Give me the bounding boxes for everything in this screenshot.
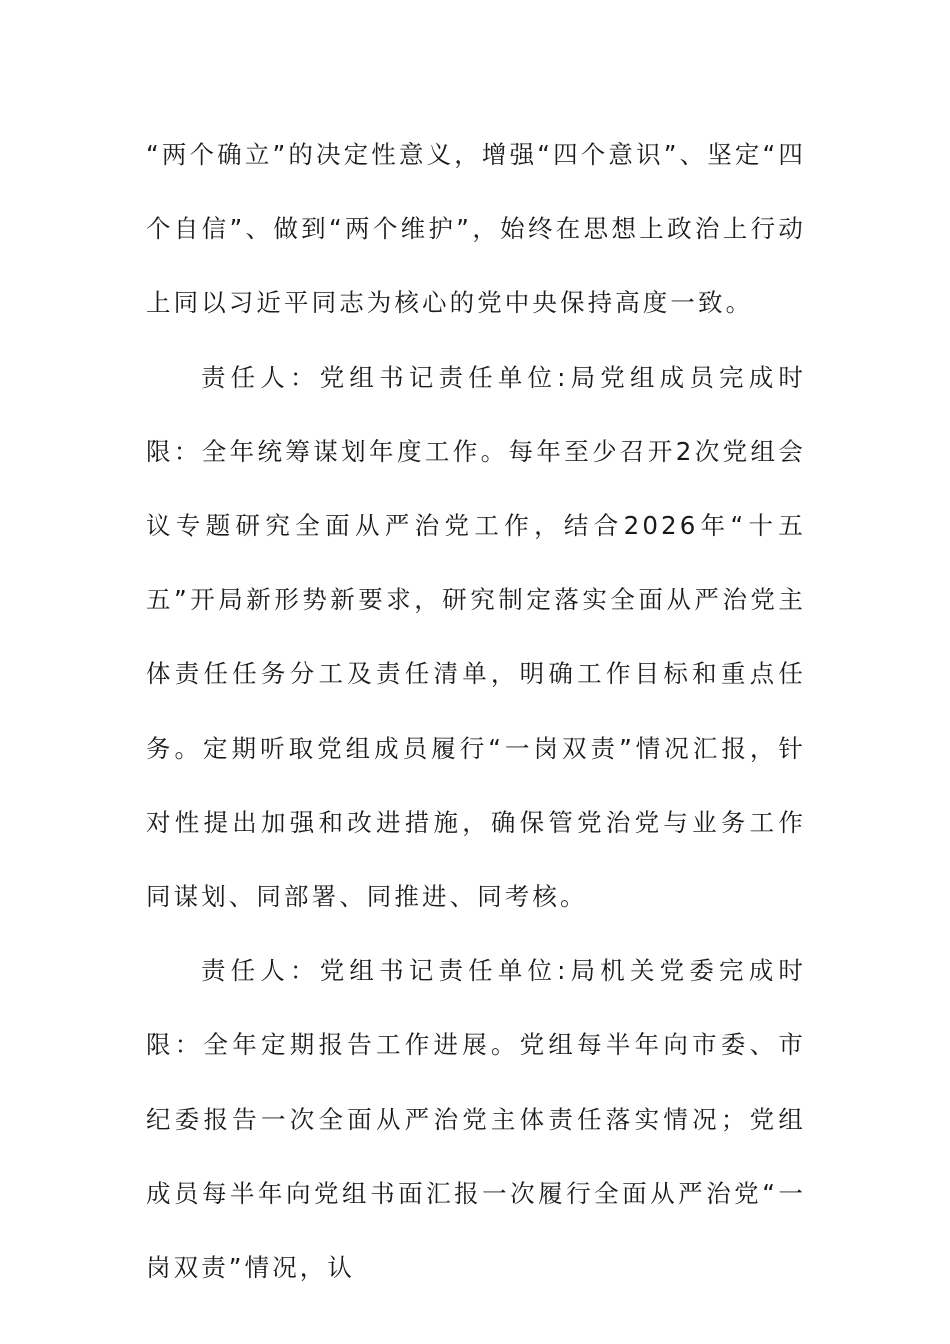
paragraph-periodic-reporting: 责任人：党组书记责任单位:局机关党委完成时限：全年定期报告工作进展。党组每半年向市委、市纪委报告一次全面从严治党主体责任落实情况；党组成员每半年向党组书面汇报一次履行全面从严治党“一岗双责”情况，认 [146,956,806,1283]
paragraph-two-establishments: “两个确立”的决定性意义，增强“四个意识”、坚定“四个自信”、做到“两个维护”，始终在思想上政治上行动上同以习近平同志为核心的党中央保持高度一致。 [146,140,806,318]
document-page [146,118,806,1305]
paragraph-annual-planning: 责任人：党组书记责任单位:局党组成员完成时限：全年统筹谋划年度工作。每年至少召开2次党组会议专题研究全面从严治党工作，结合2026年“十五五”开局新形势新要求，研究制定落实全面从严治党主体责任任务分工及责任清单，明确工作目标和重点任务。定期听取党组成员履行“一岗双责”情况汇报，针对性提出加强和改进措施，确保管党治党与业务工作同谋划、同部署、同推进、同考核。 [146,362,806,912]
